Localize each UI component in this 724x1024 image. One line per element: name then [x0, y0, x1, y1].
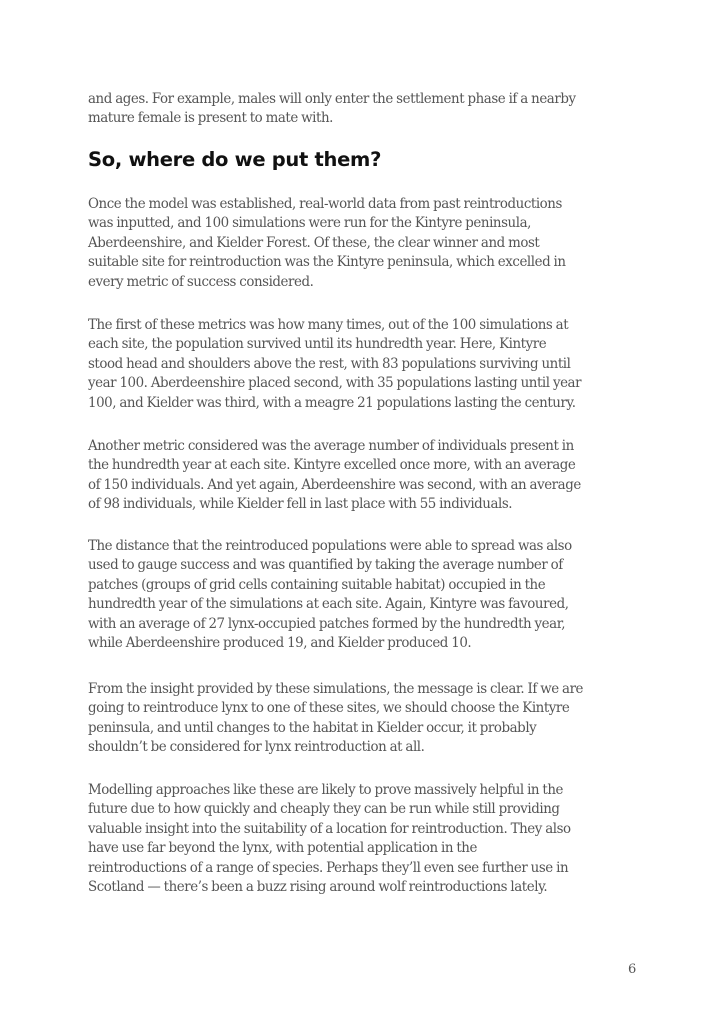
text-line: stood head and shoulders above the rest, with 83 populations surviving until	[88, 355, 571, 372]
intro-paragraph	[88, 90, 648, 129]
text-line: the hundredth year at each site. Kintyre excelled once more, with an average	[88, 457, 576, 474]
text-line: suitable site for reintroduction was the Kintyre peninsula, which excelled in	[88, 254, 566, 271]
text-line: have use far beyond the lynx, with potential application in the	[88, 840, 477, 857]
text-line: going to reintroduce lynx to one of these sites, we should choose the Kintyre	[88, 700, 570, 717]
section-heading: So, where do we put them?	[88, 148, 382, 171]
text-line: Aberdeenshire, and Kielder Forest. Of these, the clear winner and most	[88, 234, 540, 251]
text-line: future due to how quickly and cheaply they can be run while still providing	[88, 801, 560, 818]
text-line: Once the model was established, real-world data from past reintroductions	[88, 196, 562, 212]
text-line: mature female is present to mate with.	[88, 110, 333, 127]
text-line: From the insight provided by these simulations, the message is clear. If we are	[88, 681, 584, 697]
text-line: of 98 individuals, while Kielder fell in last place with 55 individuals.	[88, 496, 513, 513]
page-number: 6	[628, 962, 637, 977]
text-line: peninsula, and until changes to the habitat in Kielder occur, it probably	[88, 719, 537, 736]
text-line: with an average of 27 lynx-occupied patches formed by the hundredth year,	[88, 615, 566, 632]
text-line: Scotland — there’s been a buzz rising around wolf reintroductions lately.	[88, 879, 548, 896]
text-line: patches (groups of grid cells containing suitable habitat) occupied in the	[88, 576, 546, 593]
text-line: reintroductions of a range of species. Perhaps they’ll even see further use in	[88, 859, 569, 876]
text-line: year 100. Aberdeenshire placed second, with 35 populations lasting until year	[88, 375, 582, 392]
text-line: The distance that the reintroduced populations were able to spread was also	[88, 538, 572, 554]
paragraph-4	[88, 537, 648, 653]
paragraph-6	[88, 781, 648, 897]
text-line: used to gauge success and was quantified by taking the average number of	[88, 557, 563, 574]
text-line: shouldn’t be considered for lynx reintroduction at all.	[88, 739, 425, 756]
text-line: of 150 individuals. And yet again, Aberdeenshire was second, with an average	[88, 476, 581, 493]
paragraph-1	[88, 195, 648, 292]
text-line: each site, the population survived until its hundredth year. Here, Kintyre	[88, 336, 547, 353]
text-line: every metric of success considered.	[88, 273, 314, 290]
text-line: 100, and Kielder was third, with a meagre 21 populations lasting the century.	[88, 394, 576, 411]
text-line: The first of these metrics was how many times, out of the 100 simulations at	[88, 317, 569, 333]
text-line: and ages. For example, males will only enter the settlement phase if a nearby	[88, 91, 576, 107]
paragraph-2	[88, 316, 648, 413]
text-line: valuable insight into the suitability of a location for reintroduction. They also	[88, 820, 571, 837]
text-line: Modelling approaches like these are likely to prove massively helpful in the	[88, 782, 564, 798]
paragraph-5	[88, 680, 648, 758]
text-line: was inputted, and 100 simulations were run for the Kintyre peninsula,	[88, 215, 531, 232]
text-line: hundredth year of the simulations at each site. Again, Kintyre was favoured,	[88, 596, 569, 613]
text-line: Another metric considered was the average number of individuals present in	[88, 438, 574, 454]
text-line: while Aberdeenshire produced 19, and Kielder produced 10.	[88, 635, 472, 652]
paragraph-3	[88, 437, 648, 515]
